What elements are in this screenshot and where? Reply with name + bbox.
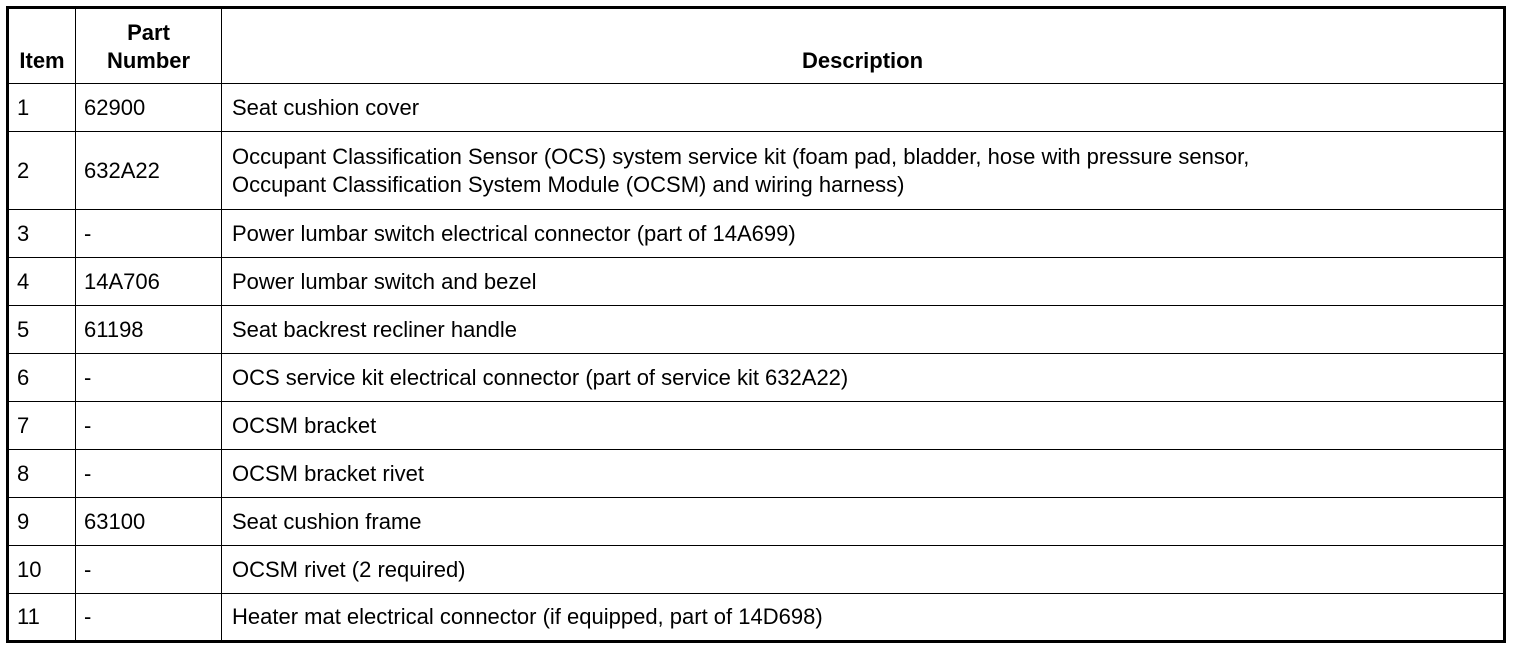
cell-item: 7: [8, 402, 76, 450]
header-item: Item: [8, 8, 76, 84]
table-row: [8, 498, 1505, 546]
cell-description-line1: Occupant Classification Sensor (OCS) system service kit (foam pad, bladder, hose with pressure sensor,: [232, 143, 1250, 169]
cell-item: 6: [8, 354, 76, 402]
table-body: [8, 84, 1505, 642]
cell-description: Seat cushion frame: [222, 498, 1505, 546]
table-row: [8, 450, 1505, 498]
cell-part-number: -: [76, 402, 222, 450]
table-row: [8, 306, 1505, 354]
table-row: [8, 546, 1505, 594]
cell-description: OCS service kit electrical connector (part of service kit 632A22): [222, 354, 1505, 402]
cell-description: Seat backrest recliner handle: [222, 306, 1505, 354]
cell-description: OCSM bracket rivet: [222, 450, 1505, 498]
cell-description: Power lumbar switch electrical connector (part of 14A699): [222, 210, 1505, 258]
cell-description: [222, 132, 1505, 210]
cell-item: 5: [8, 306, 76, 354]
cell-part-number: -: [76, 210, 222, 258]
table-row: [8, 84, 1505, 132]
cell-part-number: 61198: [76, 306, 222, 354]
header-row: [8, 8, 1505, 84]
parts-table: [6, 6, 1506, 643]
cell-item: 9: [8, 498, 76, 546]
header-description: Description: [222, 8, 1505, 84]
cell-description: OCSM bracket: [222, 402, 1505, 450]
cell-part-number: -: [76, 450, 222, 498]
cell-item: 8: [8, 450, 76, 498]
header-part-line2: Number: [106, 48, 191, 73]
table-row: [8, 210, 1505, 258]
cell-part-number: 14A706: [76, 258, 222, 306]
cell-part-number: 632A22: [76, 132, 222, 210]
header-part-number: [76, 8, 222, 84]
cell-item: 1: [8, 84, 76, 132]
cell-part-number: -: [76, 354, 222, 402]
cell-item: 4: [8, 258, 76, 306]
cell-description: OCSM rivet (2 required): [222, 546, 1505, 594]
cell-description: Heater mat electrical connector (if equipped, part of 14D698): [222, 594, 1505, 642]
cell-description-line2: Occupant Classification System Module (OCSM) and wiring harness): [232, 171, 905, 197]
table-row: [8, 594, 1505, 642]
cell-part-number: 62900: [76, 84, 222, 132]
cell-item: 10: [8, 546, 76, 594]
cell-description: Seat cushion cover: [222, 84, 1505, 132]
table-row: [8, 132, 1505, 210]
table-header: [8, 8, 1505, 84]
table-row: [8, 258, 1505, 306]
cell-part-number: -: [76, 546, 222, 594]
table-row: [8, 354, 1505, 402]
cell-item: 3: [8, 210, 76, 258]
table-row: [8, 402, 1505, 450]
cell-description: Power lumbar switch and bezel: [222, 258, 1505, 306]
header-part-line1: Part: [127, 20, 170, 45]
cell-part-number: 63100: [76, 498, 222, 546]
cell-part-number: -: [76, 594, 222, 642]
cell-item: 2: [8, 132, 76, 210]
cell-item: 11: [8, 594, 76, 642]
